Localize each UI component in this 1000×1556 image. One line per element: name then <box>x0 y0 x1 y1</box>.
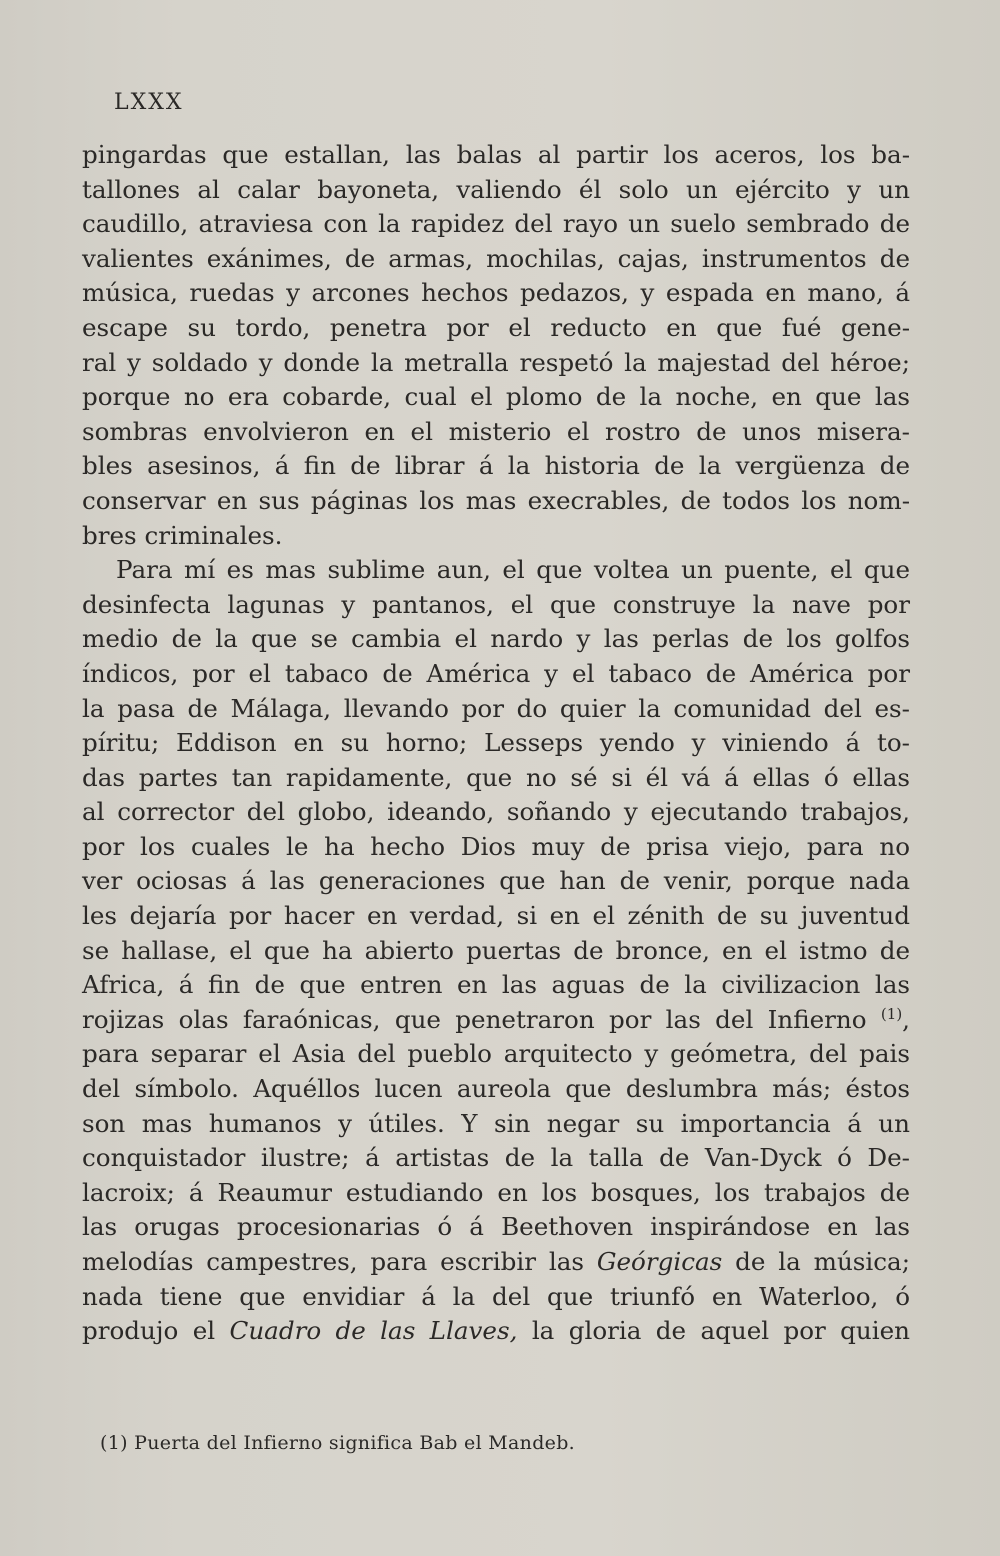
text-line: índicos, por el tabaco de América y el tabaco de América por <box>82 658 910 688</box>
text-line: Para mí es mas sublime aun, el que voltea un puente, el que <box>116 555 910 585</box>
text-line: música, ruedas y arcones hechos pedazos, y espada en mano, á <box>82 278 910 308</box>
text-line: desinfecta lagunas y pantanos, el que construye la nave por <box>82 589 910 619</box>
text-line: son mas humanos y útiles. Y sin negar su importancia á un <box>82 1108 910 1138</box>
text-line: valientes exánimes, de armas, mochilas, cajas, instrumentos de <box>82 243 910 273</box>
text-segment: rojizas olas faraónicas, que penetraron por las del Infierno <box>82 1004 867 1034</box>
text-line: por los cuales le ha hecho Dios muy de prisa viejo, para no <box>82 831 910 861</box>
text-line: nada tiene que envidiar á la del que triunfó en Waterloo, ó <box>82 1281 910 1311</box>
text-line: porque no era cobarde, cual el plomo de la noche, en que las <box>82 382 910 412</box>
text-line: escape su tordo, penetra por el reducto en que fué gene- <box>82 312 910 342</box>
text-line: conquistador ilustre; á artistas de la talla de Van-Dyck ó De- <box>82 1143 910 1173</box>
text-segment: produjo el <box>82 1316 216 1346</box>
text-line: lacroix; á Reaumur estudiando en los bosques, los trabajos de <box>82 1177 910 1207</box>
text-line: las orugas procesionarias ó á Beethoven inspirándose en las <box>82 1212 910 1242</box>
text-line: la pasa de Málaga, llevando por do quier la comunidad del es- <box>82 693 910 723</box>
text-line: para separar el Asia del pueblo arquitecto y geómetra, del pais <box>82 1039 910 1069</box>
footnote-reference: (1) <box>880 1004 903 1023</box>
text-line-with-italic <box>82 1314 910 1349</box>
text-segment: , <box>902 1004 910 1034</box>
text-line: Africa, á fin de que entren en las aguas de la civilizacion las <box>82 970 910 1000</box>
text-line-with-footnote <box>82 1003 910 1038</box>
body-text <box>82 138 910 1349</box>
italic-title: Cuadro de las Llaves, <box>229 1316 518 1346</box>
text-segment: de la música; <box>735 1247 910 1276</box>
text-segment: melodías campestres, para escribir las <box>82 1247 584 1276</box>
text-line: medio de la que se cambia el nardo y las perlas de los golfos <box>82 624 910 654</box>
text-line: ver ociosas á las generaciones que han de venir, porque nada <box>82 866 910 896</box>
text-line: bles asesinos, á fin de librar á la historia de la vergüenza de <box>82 451 910 481</box>
text-line: conservar en sus páginas los mas execrables, de todos los nom- <box>82 485 910 515</box>
text-line: les dejaría por hacer en verdad, si en el zénith de su juventud <box>82 901 910 931</box>
text-line-with-italic <box>82 1245 910 1280</box>
text-line: se hallase, el que ha abierto puertas de bronce, en el istmo de <box>82 935 910 965</box>
text-line: del símbolo. Aquéllos lucen aureola que deslumbra más; éstos <box>82 1074 910 1104</box>
footnote: (1) Puerta del Infierno significa Bab el Mandeb. <box>100 1432 576 1454</box>
italic-title: Geórgicas <box>596 1247 723 1276</box>
text-line: tallones al calar bayoneta, valiendo él solo un ejército y un <box>82 174 910 204</box>
text-line: das partes tan rapidamente, que no sé si él vá á ellas ó ellas <box>82 762 910 792</box>
text-segment: la gloria de aquel por quien <box>531 1316 910 1346</box>
text-line: bres criminales. <box>82 520 283 550</box>
text-line: caudillo, atraviesa con la rapidez del rayo un suelo sembrado de <box>82 209 910 239</box>
text-line: ral y soldado y donde la metralla respetó la majestad del héroe; <box>82 347 910 377</box>
text-line: al corrector del globo, ideando, soñando y ejecutando trabajos, <box>82 797 910 827</box>
text-line: sombras envolvieron en el misterio el rostro de unos misera- <box>82 416 910 446</box>
running-head-page-number: LXXX <box>114 90 184 115</box>
text-line: píritu; Eddison en su horno; Lesseps yendo y viniendo á to- <box>82 728 910 758</box>
text-line: pingardas que estallan, las balas al partir los aceros, los ba- <box>82 140 910 169</box>
